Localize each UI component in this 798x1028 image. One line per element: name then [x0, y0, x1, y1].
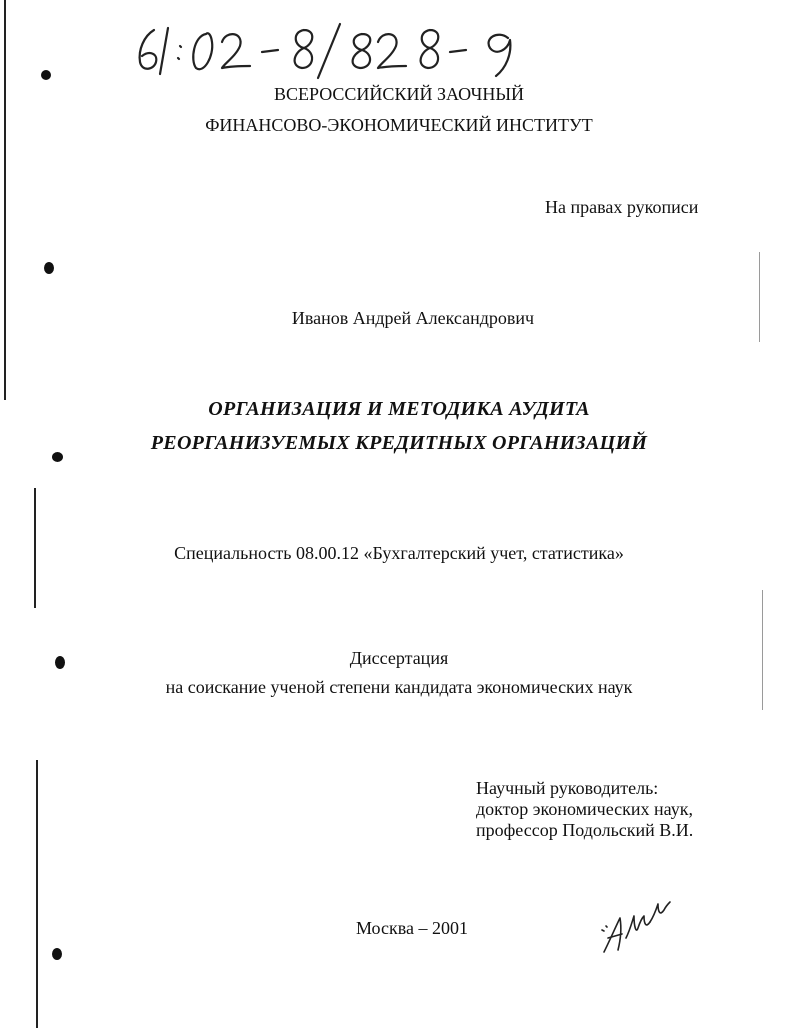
punch-hole: [44, 262, 54, 274]
handwritten-signature: [598, 890, 676, 962]
dissertation-title-line-2: РЕОРГАНИЗУЕМЫХ КРЕДИТНЫХ ОРГАНИЗАЦИЙ: [150, 432, 648, 454]
dissertation-title-line-1: ОРГАНИЗАЦИЯ И МЕТОДИКА АУДИТА: [208, 398, 590, 420]
scan-edge-line: [34, 488, 36, 608]
punch-hole: [52, 452, 63, 462]
supervisor-degree: доктор экономических наук,: [476, 799, 693, 819]
dissertation-label: Диссертация: [349, 648, 449, 668]
specialty: Специальность 08.00.12 «Бухгалтерский учет, статистика»: [174, 543, 624, 563]
manuscript-note: На правах рукописи: [545, 197, 699, 217]
institute-line-1: ВСЕРОССИЙСКИЙ ЗАОЧНЫЙ: [273, 84, 525, 104]
scan-edge-line: [759, 252, 760, 342]
degree-line: на соискание ученой степени кандидата экономических наук: [165, 677, 633, 697]
scan-edge-line: [762, 590, 763, 710]
scan-edge-line: [4, 0, 6, 400]
punch-hole: [55, 656, 65, 669]
supervisor-label: Научный руководитель:: [476, 778, 659, 798]
punch-hole: [52, 948, 62, 960]
city-year: Москва – 2001: [356, 918, 468, 938]
punch-hole: [41, 70, 51, 80]
supervisor-name: профессор Подольский В.И.: [476, 820, 694, 840]
scan-edge-line: [36, 760, 38, 1028]
author-name: Иванов Андрей Александрович: [291, 308, 535, 328]
institute-line-2: ФИНАНСОВО-ЭКОНОМИЧЕСКИЙ ИНСТИТУТ: [205, 115, 593, 135]
handwritten-archive-number: [128, 16, 538, 80]
